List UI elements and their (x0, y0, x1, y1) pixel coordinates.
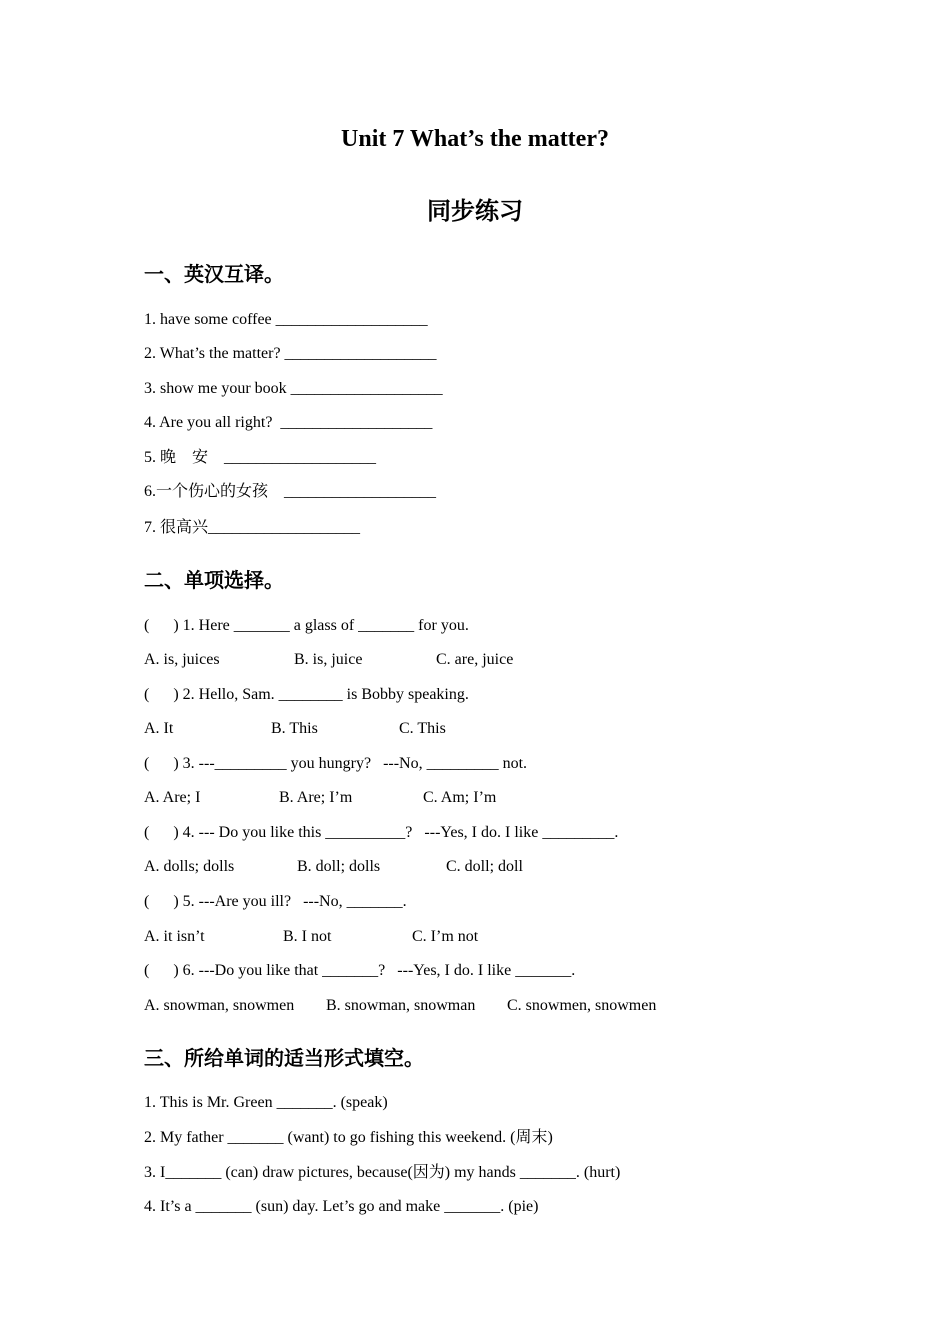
translation-item: 2. What’s the matter? ___________________ (144, 345, 437, 362)
question-stem: ( ) 5. ---Are you ill? ---No, _______. (144, 893, 407, 910)
translation-item: 7. 很高兴___________________ (144, 519, 361, 536)
option-c: C. snowmen, snowmen (507, 997, 657, 1014)
option-c: C. This (399, 720, 446, 737)
fill-in-item: 2. My father _______ (want) to go fishing this weekend. (周末) (144, 1129, 553, 1146)
question-stem: ( ) 3. ---_________ you hungry? ---No, _________ not. (144, 755, 528, 772)
page-title: Unit 7 What’s the matter? (341, 126, 609, 152)
translation-item: 3. show me your book ___________________ (144, 380, 443, 397)
option-c: C. doll; doll (446, 858, 523, 875)
fill-in-item: 4. It’s a _______ (sun) day. Let’s go and make _______. (pie) (144, 1198, 539, 1215)
translation-item: 6.一个伤心的女孩 ___________________ (144, 483, 437, 500)
option-b: B. snowman, snowman (326, 997, 476, 1014)
question-stem: ( ) 6. ---Do you like that _______? ---Yes, I do. I like _______. (144, 962, 576, 979)
option-b: B. is, juice (294, 651, 363, 668)
option-a: A. is, juices (144, 651, 220, 668)
page-subtitle: 同步练习 (427, 199, 523, 225)
translation-item: 4. Are you all right? ___________________ (144, 414, 433, 431)
fill-in-item: 1. This is Mr. Green _______. (speak) (144, 1094, 388, 1111)
option-c: C. are, juice (436, 651, 514, 668)
translation-item: 1. have some coffee ___________________ (144, 311, 428, 328)
translation-item: 5. 晚 安 ___________________ (144, 449, 377, 466)
option-b: B. doll; dolls (297, 858, 381, 875)
question-stem: ( ) 4. --- Do you like this __________? ---Yes, I do. I like _________. (144, 824, 619, 841)
option-a: A. Are; I (144, 789, 201, 806)
option-c: C. Am; I’m (423, 789, 497, 806)
question-stem: ( ) 1. Here _______ a glass of _______ for you. (144, 617, 469, 634)
option-a: A. It (144, 720, 174, 737)
option-c: C. I’m not (412, 928, 479, 945)
option-b: B. Are; I’m (279, 789, 353, 806)
option-a: A. snowman, snowmen (144, 997, 295, 1014)
fill-in-item: 3. I_______ (can) draw pictures, because(因为) my hands _______. (hurt) (144, 1164, 621, 1181)
option-b: B. I not (283, 928, 332, 945)
option-a: A. dolls; dolls (144, 858, 235, 875)
question-stem: ( ) 2. Hello, Sam. ________ is Bobby speaking. (144, 686, 469, 703)
section-3-heading: 三、所给单词的适当形式填空。 (144, 1048, 424, 1070)
option-a: A. it isn’t (144, 928, 205, 945)
section-1-heading: 一、英汉互译。 (144, 264, 284, 286)
option-b: B. This (271, 720, 318, 737)
section-2-heading: 二、单项选择。 (144, 570, 284, 592)
